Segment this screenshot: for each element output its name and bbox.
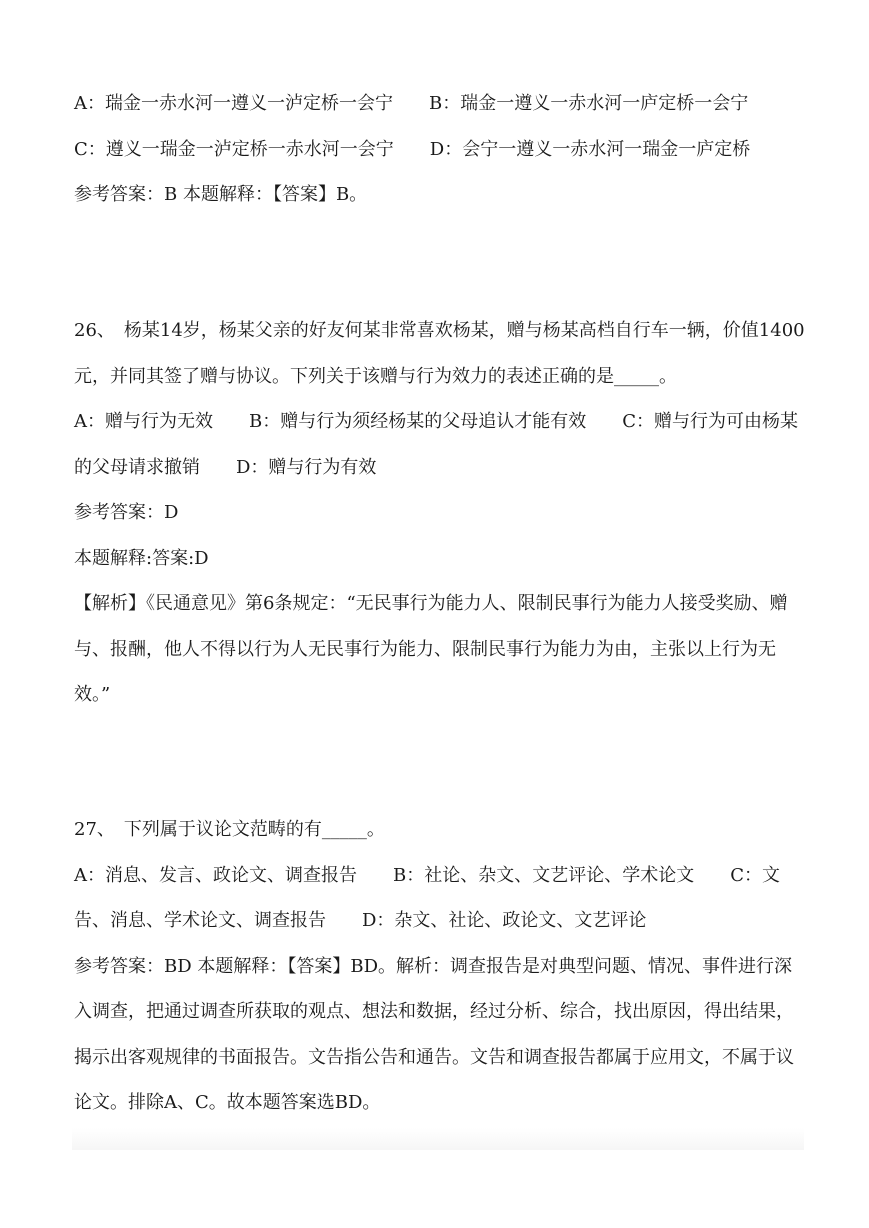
question-26-options: A：赠与行为无效 B：赠与行为须经杨某的父母追认才能有效 C：赠与行为可由杨某的父母请求撤销 D：赠与行为有效 [74, 411, 798, 478]
question-27-answer: 参考答案：BD 本题解释：【答案】BD。解析：调查报告是对典型问题、情况、事件进行深入调查，把通过调查所获取的观点、想法和数据，经过分析、综合，找出原因，得出结果，揭示出客观规律的书面报告。文告指公告和通告。文告和调查报告都属于应用文，不属于议论文。排除A、C。故本题答案选BD。 [74, 955, 794, 1113]
question-25-answer: 参考答案：B 本题解释：【答案】B。 [74, 184, 368, 205]
question-26-stem: 26、 杨某14岁，杨某父亲的好友何某非常喜欢杨某，赠与杨某高档自行车一辆，价值1400元，并同其签了赠与协议。下列关于该赠与行为效力的表述正确的是_____。 [74, 320, 805, 387]
question-26-block [74, 308, 809, 718]
question-26-answer: 参考答案：D [74, 502, 179, 523]
question-27-options: A：消息、发言、政论文、调查报告 B：社论、杂文、文艺评论、学术论文 C：文告、消息、学术论文、调查报告 D：杂文、社论、政论文、文艺评论 [74, 864, 780, 931]
question-26-analysis: 【解析】《民通意见》第6条规定：“无民事行为能力人、限制民事行为能力人接受奖励、赠与、报酬，他人不得以行为人无民事行为能力、限制民事行为能力为由，主张以上行为无效。” [74, 593, 788, 705]
question-25-options: A：瑞金一赤水河一遵义一泸定桥一会宁 B：瑞金一遵义一赤水河一庐定桥一会宁 C：遵义一瑞金一泸定桥一赤水河一会宁 D：会宁一遵义一赤水河一瑞金一庐定桥 [74, 93, 785, 160]
bottom-shade-divider [72, 1128, 804, 1150]
question-27-block [74, 807, 809, 1126]
question-27-stem: 27、 下列属于议论文范畴的有_____。 [74, 819, 385, 840]
question-25-block [74, 81, 809, 218]
question-26-explanation-title: 本题解释:答案:D [74, 547, 209, 569]
